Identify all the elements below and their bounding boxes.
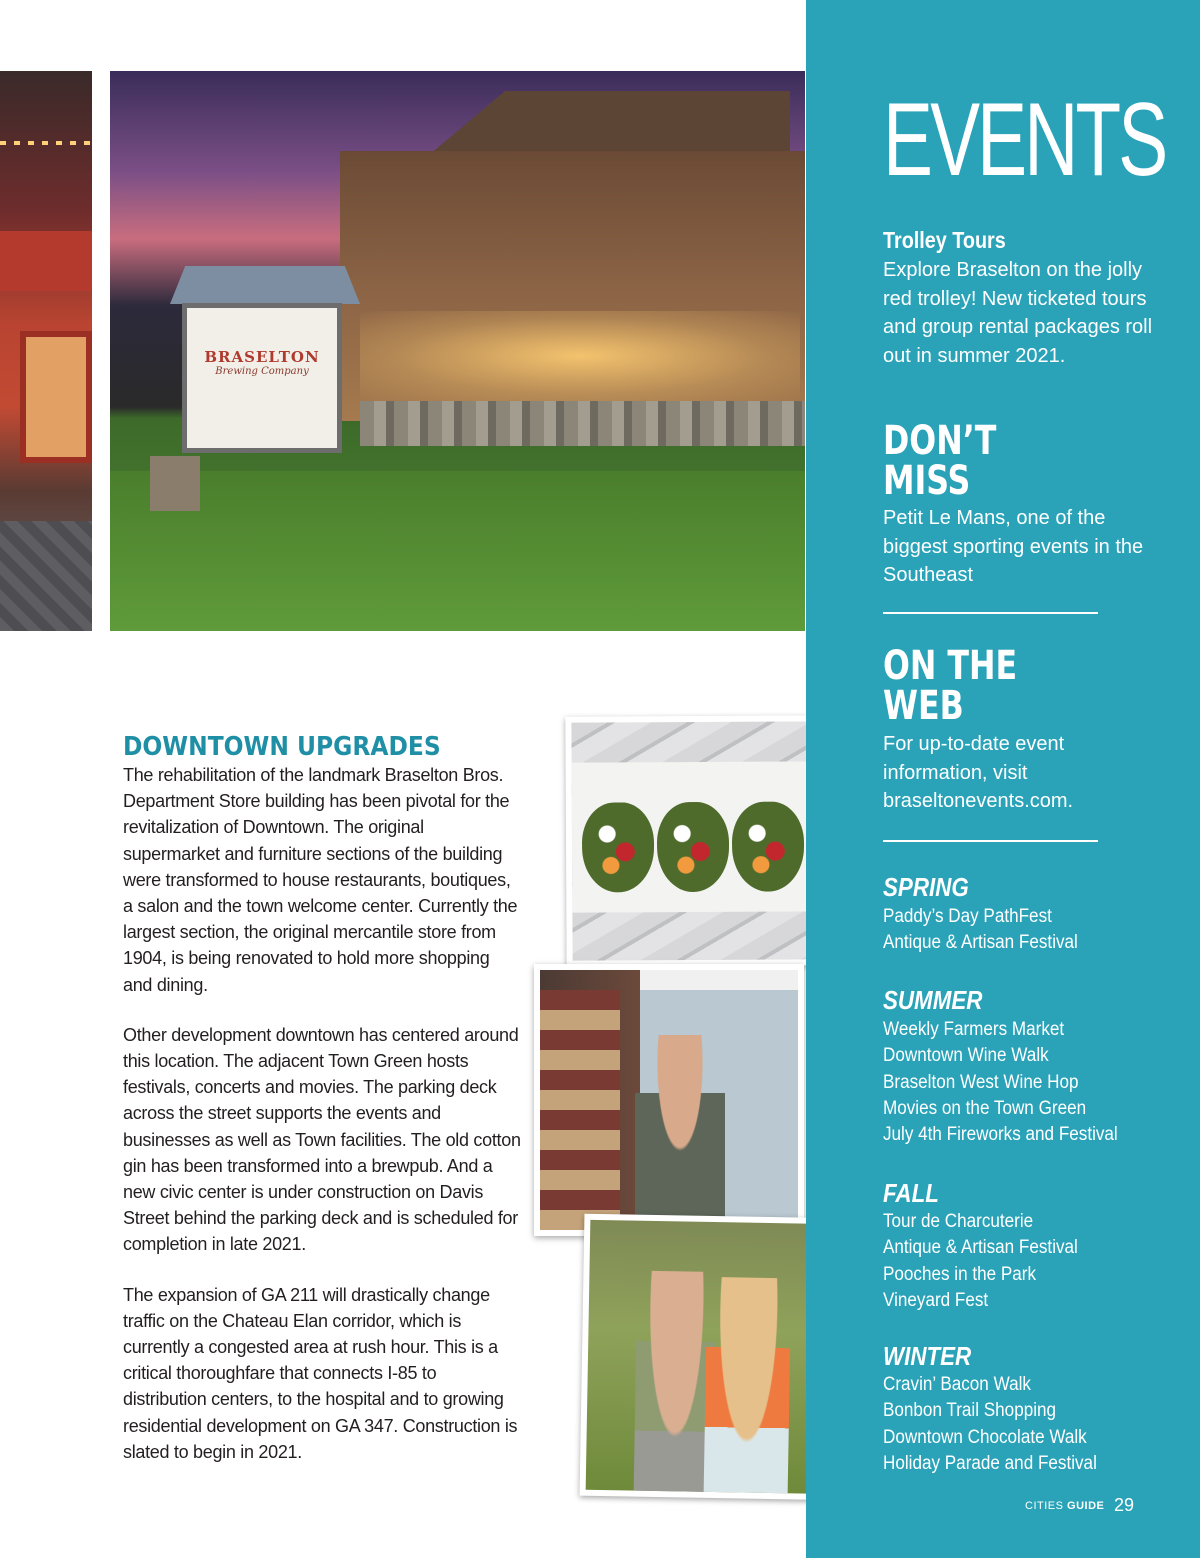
season-heading-winter: WINTER [883, 1341, 972, 1371]
folio-prefix: CITIES [1025, 1500, 1064, 1512]
list-item: Antique & Artisan Festival [883, 932, 1078, 954]
dont-miss-heading [883, 418, 997, 504]
article-heading: DOWNTOWN UPGRADES [123, 732, 441, 762]
spring-events-list [883, 904, 1100, 957]
downtown-upgrades-article [123, 732, 523, 1489]
list-item: Paddy’s Day PathFest [883, 906, 1052, 927]
list-item: Pooches in the Park [883, 1263, 1037, 1285]
list-item: Cravin’ Bacon Walk [883, 1374, 1031, 1395]
on-the-web-line2: WEB [883, 683, 964, 729]
sign-base [150, 456, 200, 511]
shopkeeper [635, 1035, 725, 1230]
events-sidebar [806, 0, 1200, 1558]
list-item: July 4th Fireworks and Festival [883, 1124, 1118, 1146]
list-item: Tour de Charcuterie [883, 1211, 1034, 1232]
trolley-tours-heading: Trolley Tours [883, 227, 1006, 253]
winter-events-list [883, 1372, 1121, 1477]
dont-miss-line2: MISS [883, 458, 971, 504]
list-item: Braselton West Wine Hop [883, 1071, 1079, 1093]
sign-roof [170, 266, 360, 304]
events-title: EVENTS [883, 82, 1166, 198]
avocado-boat [732, 801, 804, 891]
summer-events-list [883, 1017, 1144, 1148]
dont-miss-text: Petit Le Mans, one of the biggest sporting events in the Southeast [883, 507, 1144, 586]
page-number: 29 [1114, 1495, 1135, 1515]
string-lights [0, 141, 92, 145]
divider [883, 840, 1098, 842]
list-item: Downtown Wine Walk [883, 1045, 1049, 1067]
pub-storefront-photo [0, 71, 92, 631]
article-paragraph: Other development downtown has centered around this location. The adjacent Town Green hosts festivals, concerts and movies. The parking deck across the street supports the events and businesses as well as Town facilities. The old cotton gin has been transformed into a brewpub. And a new civic center is under construction on Davis Street behind the parking deck and is scheduled for completion in late 2021. [123, 1024, 521, 1255]
on-the-web-text: For up-to-date event information, visit braseltonevents.com. [883, 733, 1074, 812]
avocado-boat [657, 802, 729, 892]
pub-awning [0, 231, 92, 291]
list-item: Vineyard Fest [883, 1289, 989, 1311]
list-item: Movies on the Town Green [883, 1097, 1087, 1119]
article-paragraph: The expansion of GA 211 will drastically change traffic on the Chateau Elan corridor, which is currently a congested area at rush hour. This is a critical thoroughfare that connects I-85 to distribution centers, to the hospital and to growing residential development on GA 347. Construction is slated to begin in 2021. [123, 1284, 518, 1462]
list-item: Antique & Artisan Festival [883, 1237, 1078, 1259]
pub-window [20, 331, 92, 463]
season-heading-fall: FALL [883, 1178, 939, 1208]
brick-pavers [0, 521, 92, 631]
brewery-sign-subtitle: Brewing Company [215, 366, 309, 377]
trolley-tours-text: Explore Braselton on the jolly red trolley! New ticketed tours and group rental packages roll out in summer 2021. [883, 259, 1153, 367]
on-the-web-line1: ON THE [883, 643, 1018, 689]
list-item: Holiday Parade and Festival [883, 1452, 1097, 1474]
article-paragraph: The rehabilitation of the landmark Braselton Bros. Department Store building has been pivotal for the revitalization of Downtown. The original supermarket and furniture sections of the building were transformed to house restaurants, boutiques, a salon and the town welcome center. Currently the largest section, the original mercantile store from 1904, is being renovated to hold more shopping and dining. [123, 765, 518, 995]
girl [703, 1277, 791, 1494]
lawn [110, 471, 805, 631]
list-item: Weekly Farmers Market [883, 1019, 1065, 1040]
fall-events-list [883, 1209, 1100, 1314]
brewery-photo [110, 71, 805, 631]
divider [883, 612, 1098, 614]
list-item: Bonbon Trail Shopping [883, 1400, 1057, 1422]
food-photo [565, 715, 836, 966]
farmer-shop-photo [534, 964, 804, 1236]
folio-suffix: GUIDE [1067, 1500, 1105, 1512]
avocado-boat [582, 802, 654, 892]
season-heading-summer: SUMMER [883, 985, 983, 1015]
porch-lights [360, 311, 800, 401]
list-item: Downtown Chocolate Walk [883, 1426, 1087, 1448]
season-heading-spring: SPRING [883, 872, 969, 902]
product-rack [540, 990, 620, 1230]
publication-folio [1025, 1500, 1104, 1512]
stone-border [360, 401, 805, 446]
brewery-sign-name: BRASELTON [204, 348, 320, 366]
dont-miss-line1: DON’T [883, 418, 997, 464]
on-the-web-heading [883, 643, 1018, 729]
brewery-sign [182, 303, 342, 453]
